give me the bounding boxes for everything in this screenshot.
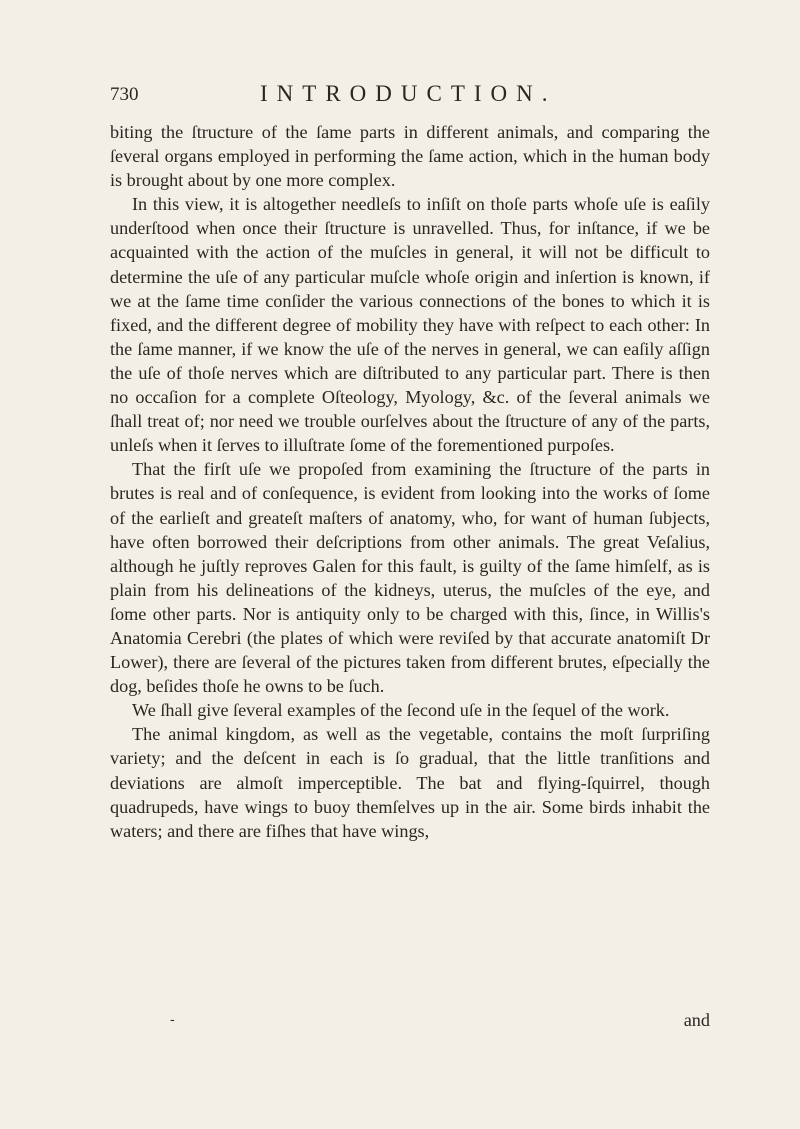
page-number: 730 [110,84,139,105]
paragraph: We ſhall give ſeveral examples of the ſecond uſe in the ſequel of the work. [132,700,670,721]
running-head: INTRODUCTION. [260,81,557,106]
paragraph: biting the ſtructure of the ſame parts in different animals, and comparing the ſeveral organs employed in performing the ſame action, which in the human body is brought about by one more complex. [110,122,710,191]
paragraph: That the firſt uſe we propoſed from examining the ſtructure of the parts in brutes is real and of conſequence, is evident from looking into the works of ſome of the earlieſt and greateſt maſters of anatomy, who, for want of human ſubjects, have often borrowed their deſcriptions from other animals. The great Veſalius, although he juſtly reproves Galen for this fault, is guilty of the ſame himſelf, as is plain from his delineations of the kidneys, uterus, the muſcles of the eye, and ſome other parts. Nor is antiquity only to be charged with this, ſince, in Willis's Anatomia Cerebri (the plates of which were reviſed by that accurate anatomiſt Dr Lower), there are ſeveral of the pictures taken from different brutes, eſpecially the dog, beſides thoſe he owns to be ſuch. [110,459,710,697]
body-text [110,120,710,843]
paragraph: The animal kingdom, as well as the vegetable, contains the moſt ſurpriſing variety; and the deſcent in each is ſo gradual, that the little tranſitions and deviations are almoſt imperceptible. The bat and flying-ſquirrel, though quadrupeds, have wings to buoy themſelves up in the air. Some birds inhabit the waters; and there are fiſhes that have wings, [110,724,710,841]
page-header [110,81,710,114]
catchword: and [683,1010,710,1030]
footer-dash: - [170,1012,175,1028]
paragraph: In this view, it is altogether needleſs to inſiſt on thoſe parts whoſe uſe is eaſily underſtood when once their ſtructure is unravelled. Thus, for inſtance, if we be acquainted with the action of the muſcles in general, it will not be difficult to determine the uſe of any particular muſcle whoſe origin and inſertion is known, if we at the ſame time conſider the various connections of the bones to which it is fixed, and the different degree of mobility they have with reſpect to each other: In the ſame manner, if we know the uſe of the nerves in general, we can eaſily aſſign the uſe of thoſe nerves which are diſtributed to any particular part. There is then no occaſion for a complete Oſteology, Myology, &c. of the ſeveral animals we ſhall treat of; nor need we trouble ourſelves about the ſtructure of any of the parts, unleſs when it ſerves to illuſtrate ſome of the forementioned purpoſes. [110,194,710,456]
